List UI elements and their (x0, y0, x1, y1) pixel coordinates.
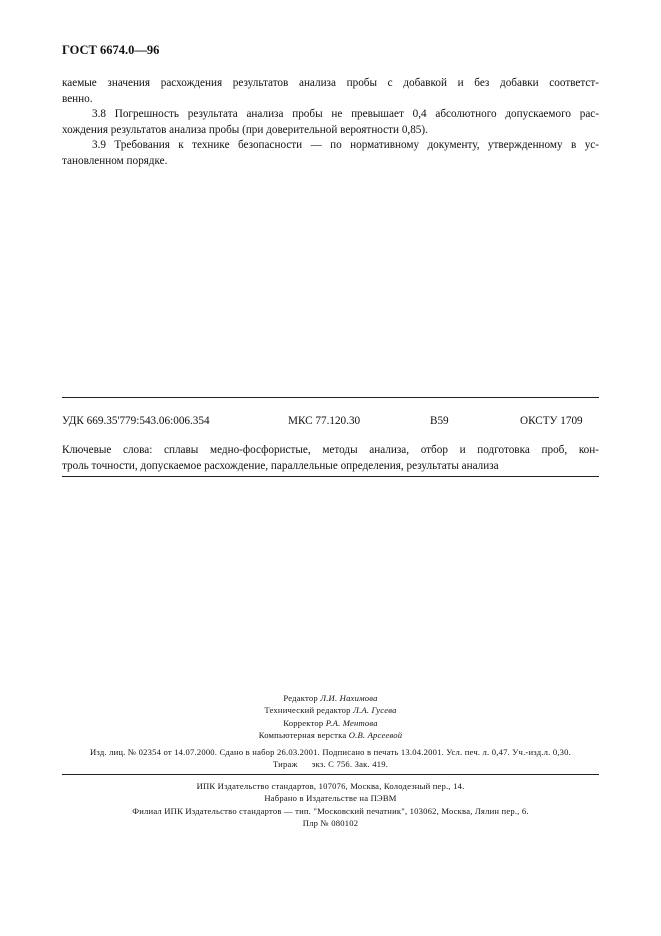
group-code: В59 (430, 415, 449, 427)
publisher-block (62, 780, 599, 830)
text-line: венно. (62, 92, 93, 105)
publisher-line: Набрано в Издательстве на ПЭВМ (264, 793, 397, 804)
text-line: каемые значения расхождения результатов анализа пробы с добавкой и без добавки соответст- (62, 77, 599, 89)
mks-code: МКС 77.120.30 (288, 415, 361, 427)
credit-editor: Редактор Л.И. Нахимова (283, 693, 378, 703)
keywords-line: Ключевые слова: сплавы медно-фосфористые, методы анализа, отбор и подготовка проб, кон- (62, 444, 599, 456)
divider-keywords (62, 476, 599, 477)
publisher-line: Филиал ИПК Издательство стандартов — тип. "Московский печатник", 103062, Москва, Лялин пер., 6. (132, 805, 529, 816)
publisher-line: Плр № 080102 (302, 818, 359, 829)
paragraph-3-9 (62, 138, 599, 169)
paragraph-continuation (62, 76, 599, 107)
divider-top (62, 397, 599, 398)
okstu-code: ОКСТУ 1709 (520, 415, 583, 427)
document-header: ГОСТ 6674.0—96 (62, 43, 160, 57)
credit-tech-editor: Технический редактор Л.А. Гусева (264, 705, 397, 716)
text-line: 3.8 Погрешность результата анализа пробы не превышает 0,4 абсолютного допускаемого рас- (92, 108, 599, 120)
divider-imprint (62, 774, 599, 775)
imprint-line: Тираж экз. С 756. Зак. 419. (272, 759, 389, 770)
paragraph-3-8 (62, 107, 599, 138)
credit-layout: Компьютерная верстка О.В. Арсеевой (258, 730, 403, 741)
udk-code: УДК 669.35'779:543.06:006.354 (62, 415, 210, 427)
publisher-line: ИПК Издательство стандартов, 107076, Москва, Колодезный пер., 14. (196, 781, 465, 791)
text-line: хождения результатов анализа пробы (при доверительной вероятности 0,85). (62, 123, 428, 136)
imprint-line: Изд. лиц. № 02354 от 14.07.2000. Сдано в набор 26.03.2001. Подписано в печать 13.04.2001. Усл. печ. л. 0,47. Уч.-изд.л. 0,30. (89, 747, 572, 757)
imprint-block (62, 746, 599, 771)
credit-corrector: Корректор Р.А. Ментова (283, 717, 378, 728)
credits-block (62, 692, 599, 742)
keywords-line: троль точности, допускаемое расхождение, параллельные определения, результаты анализа (62, 460, 499, 472)
text-line: 3.9 Требования к технике безопасности — по нормативному документу, утвержденному в ус- (92, 139, 599, 151)
text-line: тановленном порядке. (62, 154, 168, 167)
keywords-block (62, 442, 599, 474)
